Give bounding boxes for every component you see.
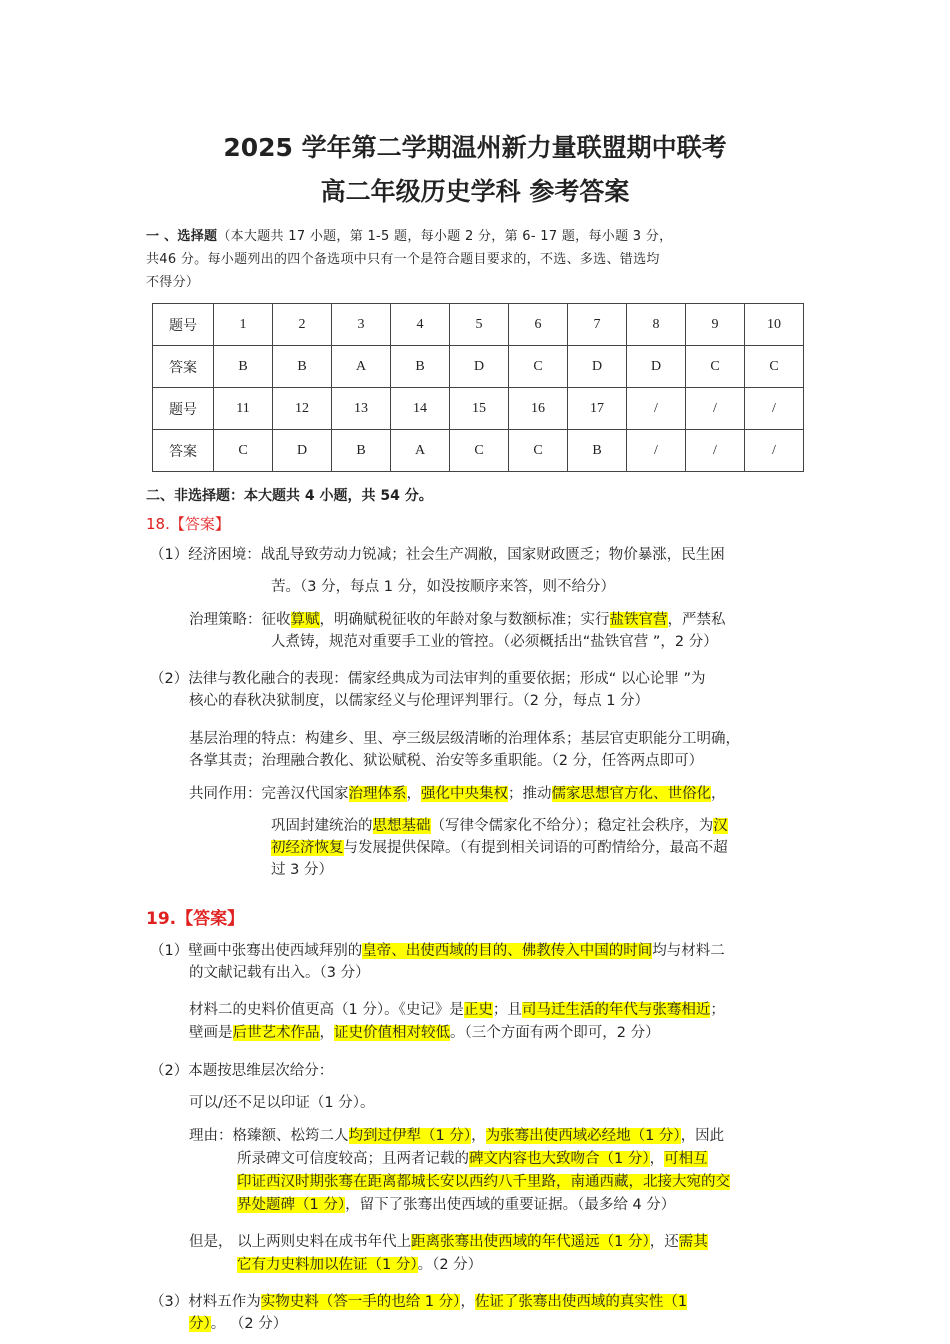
num-cell: 2	[273, 304, 332, 346]
num-cell: 12	[273, 388, 332, 430]
answer-cell: B	[332, 430, 391, 472]
q18-para5-line2: 巩固封建统治的思想基础（写律令儒家化不给分）；稳定社会秩序，为汉	[271, 818, 728, 834]
q18-para4-line2: 各掌其责；治理融合教化、狱讼赋税、治安等多重职能。（2 分，任答两点即可）	[189, 753, 704, 769]
q18-para3-line2: 核心的春秋决狱制度，以儒家经义与伦理评判罪行。（2 分，每点 1 分）	[189, 693, 650, 709]
answer-cell: C	[686, 346, 745, 388]
num-cell: 4	[391, 304, 450, 346]
answer-cell: C	[450, 430, 509, 472]
q19-para7-line2: 分）。 （2 分）	[189, 1316, 288, 1332]
answer-cell: B	[214, 346, 273, 388]
q19-para5-line3: 印证西汉时期张骞在距离都城长安以西约八千里路，南通西藏，北接大宛的交	[237, 1174, 730, 1190]
header-cell: 答案	[153, 346, 214, 388]
answer-cell: C	[509, 346, 568, 388]
answer-cell: D	[273, 430, 332, 472]
table-row	[153, 346, 804, 388]
answer-cell: A	[332, 346, 391, 388]
q19-para5-line1: 理由：格臻额、松筠二人均到过伊犁（1 分），为张骞出使西域必经地（1 分），因此	[189, 1128, 725, 1144]
q19-para5-line2: 所录碑文可信度较高；且两者记载的碑文内容也大致吻合（1 分），可相互	[237, 1151, 708, 1167]
num-cell: 16	[509, 388, 568, 430]
q18-para1-line1: （1）经济困境：战乱导致劳动力锐减；社会生产凋敝，国家财政匮乏；物价暴涨，民生困	[150, 547, 725, 563]
num-cell: /	[627, 388, 686, 430]
num-cell: 1	[214, 304, 273, 346]
section1-heading: 一 、选择题	[146, 229, 218, 244]
q18-para2-line1: 治理策略：征收算赋，明确赋税征收的年龄对象与数额标准；实行盐铁官营，严禁私	[189, 612, 726, 628]
answer-cell: D	[627, 346, 686, 388]
answer-cell: A	[391, 430, 450, 472]
num-cell: 17	[568, 388, 627, 430]
answer-cell: /	[627, 430, 686, 472]
answer-cell: B	[568, 430, 627, 472]
answer-cell: C	[509, 430, 568, 472]
section1-line3: 不得分）	[146, 275, 200, 290]
num-cell: /	[686, 388, 745, 430]
answer-cell: /	[686, 430, 745, 472]
num-cell: 9	[686, 304, 745, 346]
answer-table	[152, 303, 804, 472]
num-cell: 14	[391, 388, 450, 430]
document-subtitle: 高二年级历史学科 参考答案	[320, 177, 630, 206]
header-cell: 题号	[153, 388, 214, 430]
q19-label: 19.【答案】	[146, 909, 245, 929]
q18-para5-line1: 共同作用：完善汉代国家治理体系，强化中央集权；推动儒家思想官方化、世俗化，	[189, 786, 726, 802]
num-cell: 15	[450, 388, 509, 430]
q19-para1-line2: 的文献记载有出入。（3 分）	[189, 965, 370, 981]
num-cell: 13	[332, 388, 391, 430]
q19-para2-line1: 材料二的史料价值更高（1 分）。《史记》是正史；且司马迁生活的年代与张骞相近；	[189, 1002, 725, 1018]
num-cell: /	[745, 388, 804, 430]
q19-para3: （2）本题按思维层次给分：	[150, 1063, 334, 1079]
section1-text: （本大题共 17 小题，第 1-5 题，每小题 2 分，第 6- 17 题，每小题 3 分，	[217, 229, 673, 244]
q18-para2-line2: 人煮铸，规范对重要手工业的管控。（必须概括出“盐铁官营 ”，2 分）	[271, 634, 718, 650]
q19-para4: 可以/还不足以印证（1 分）。	[189, 1095, 375, 1111]
q18-para1-line2: 苦。（3 分，每点 1 分，如没按顺序来答，则不给分）	[271, 579, 616, 595]
section1-line2: 共46 分。每小题列出的四个备选项中只有一个是符合题目要求的，不选、多选、错选均	[146, 252, 660, 267]
header-cell: 答案	[153, 430, 214, 472]
q19-para2-line2: 壁画是后世艺术作品，证史价值相对较低。（三个方面有两个即可，2 分）	[189, 1025, 660, 1041]
section2-heading: 二、非选择题：本大题共 4 小题，共 54 分。	[146, 488, 433, 504]
q18-para5-line3: 初经济恢复与发展提供保障。（有提到相关词语的可酌情给分，最高不超	[271, 840, 728, 856]
num-cell: 7	[568, 304, 627, 346]
num-cell: 6	[509, 304, 568, 346]
header-cell: 题号	[153, 304, 214, 346]
table-row	[153, 430, 804, 472]
q18-para5-line4: 过 3 分）	[271, 862, 333, 878]
table-row	[153, 388, 804, 430]
q18-para3-line1: （2）法律与教化融合的表现：儒家经典成为司法审判的重要依据；形成“ 以心论罪 ”为	[150, 671, 706, 687]
answer-cell: B	[391, 346, 450, 388]
num-cell: 5	[450, 304, 509, 346]
answer-cell: C	[214, 430, 273, 472]
table-row	[153, 304, 804, 346]
q18-label: 18.【答案】	[146, 515, 230, 533]
q19-para7-line1: （3）材料五作为实物史料（答一手的也给 1 分），佐证了张骞出使西域的真实性（1	[150, 1294, 688, 1310]
num-cell: 11	[214, 388, 273, 430]
section1-line1	[146, 225, 672, 244]
answer-cell: D	[568, 346, 627, 388]
q19-para5-line4: 界处题碑（1 分），留下了张骞出使西域的重要证据。（最多给 4 分）	[237, 1197, 676, 1213]
answer-cell: C	[745, 346, 804, 388]
num-cell: 10	[745, 304, 804, 346]
num-cell: 8	[627, 304, 686, 346]
document-title: 2025 学年第二学期温州新力量联盟期中联考	[223, 133, 727, 162]
answer-cell: /	[745, 430, 804, 472]
q19-para6-line2: 它有力史料加以佐证（1 分）。（2 分）	[237, 1257, 483, 1273]
q19-para6-line1: 但是， 以上两则史料在成书年代上距离张骞出使西域的年代遥远（1 分），还需其	[189, 1234, 708, 1250]
num-cell: 3	[332, 304, 391, 346]
q19-para1-line1: （1）壁画中张骞出使西域拜别的皇帝、出使西域的目的、佛教传入中国的时间均与材料二	[150, 943, 725, 959]
answer-cell: B	[273, 346, 332, 388]
q18-para4-line1: 基层治理的特点：构建乡、里、亭三级层级清晰的治理体系；基层官吏职能分工明确，	[189, 731, 740, 747]
answer-cell: D	[450, 346, 509, 388]
